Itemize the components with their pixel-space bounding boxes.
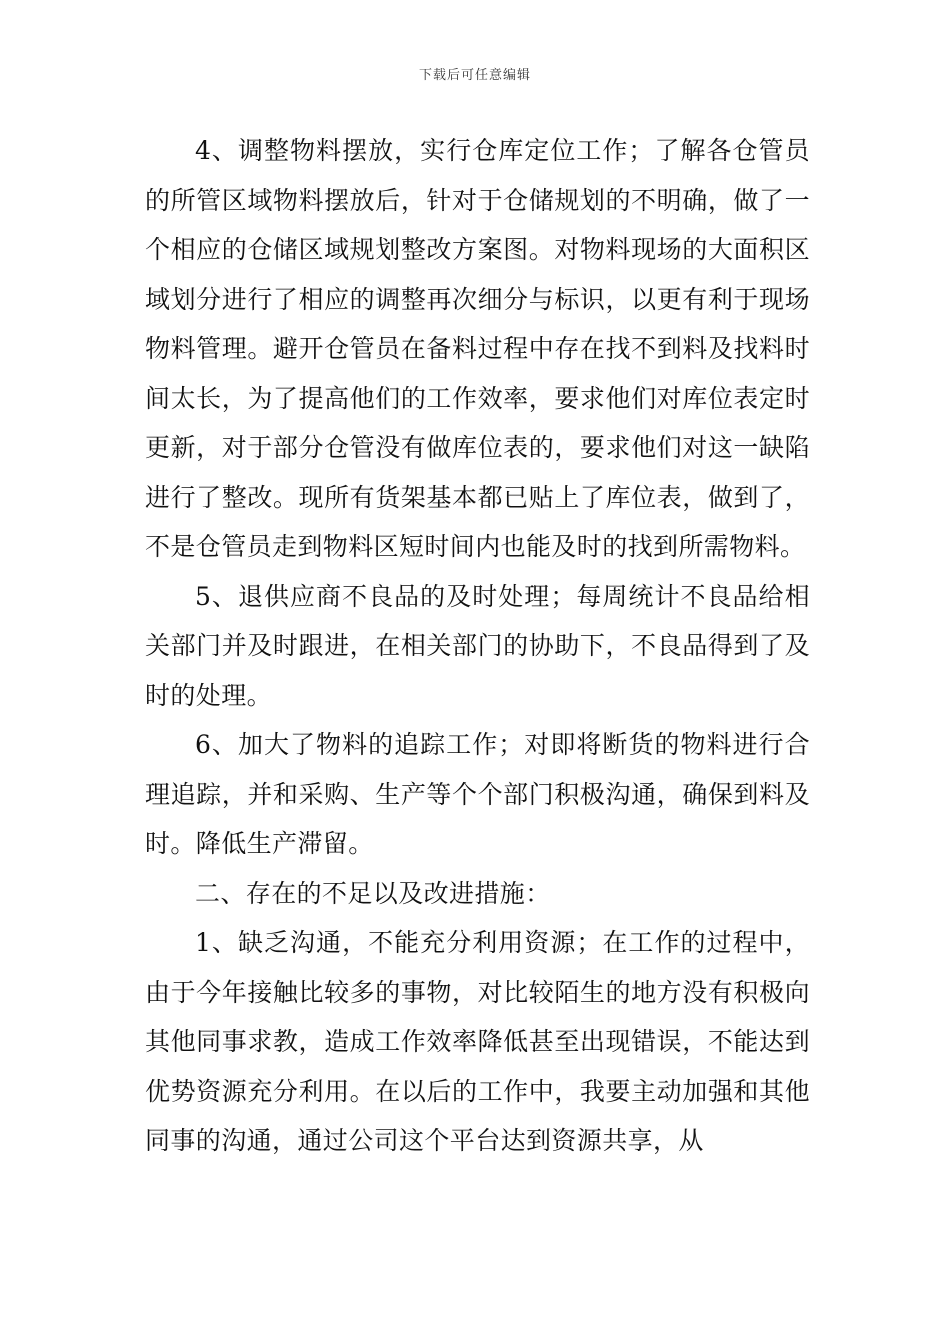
section-heading-shortcomings: 二、存在的不足以及改进措施： (195, 878, 551, 908)
paragraph-shortcoming-1: 1、缺乏沟通，不能充分利用资源；在工作的过程中，由于今年接触比较多的事物，对比较陌生的地方没有积极向其他同事求教，造成工作效率降低甚至出现错误，不能达到优势资源充分利用。在以后的工作中，我要主动加强和其他同事的沟通，通过公司这个平台达到资源共享，从 (145, 928, 810, 1155)
paragraph-item-6: 6、加大了物料的追踪工作；对即将断货的物料进行合理追踪，并和采购、生产等个个部门积极沟通，确保到料及时。降低生产滞留。 (145, 730, 810, 858)
paragraph-item-4: 4、调整物料摆放，实行仓库定位工作；了解各仓管员的所管区域物料摆放后，针对于仓储规划的不明确，做了一个相应的仓储区域规划整改方案图。对物料现场的大面积区域划分进行了相应的调整再次细分与标识，以更有利于现场物料管理。避开仓管员在备料过程中存在找不到料及找料时间太长，为了提高他们的工作效率，要求他们对库位表定时更新，对于部分仓管没有做库位表的，要求他们对这一缺陷进行了整改。现所有货架基本都已贴上了库位表，做到了，不是仓管员走到物料区短时间内也能及时的找到所需物料。 (145, 136, 810, 561)
paragraph-item-5: 5、退供应商不良品的及时处理；每周统计不良品给相关部门并及时跟进，在相关部门的协助下，不良品得到了及时的处理。 (145, 581, 810, 710)
document-body (145, 126, 810, 1166)
page-header: 下载后可任意编辑 (418, 68, 531, 83)
